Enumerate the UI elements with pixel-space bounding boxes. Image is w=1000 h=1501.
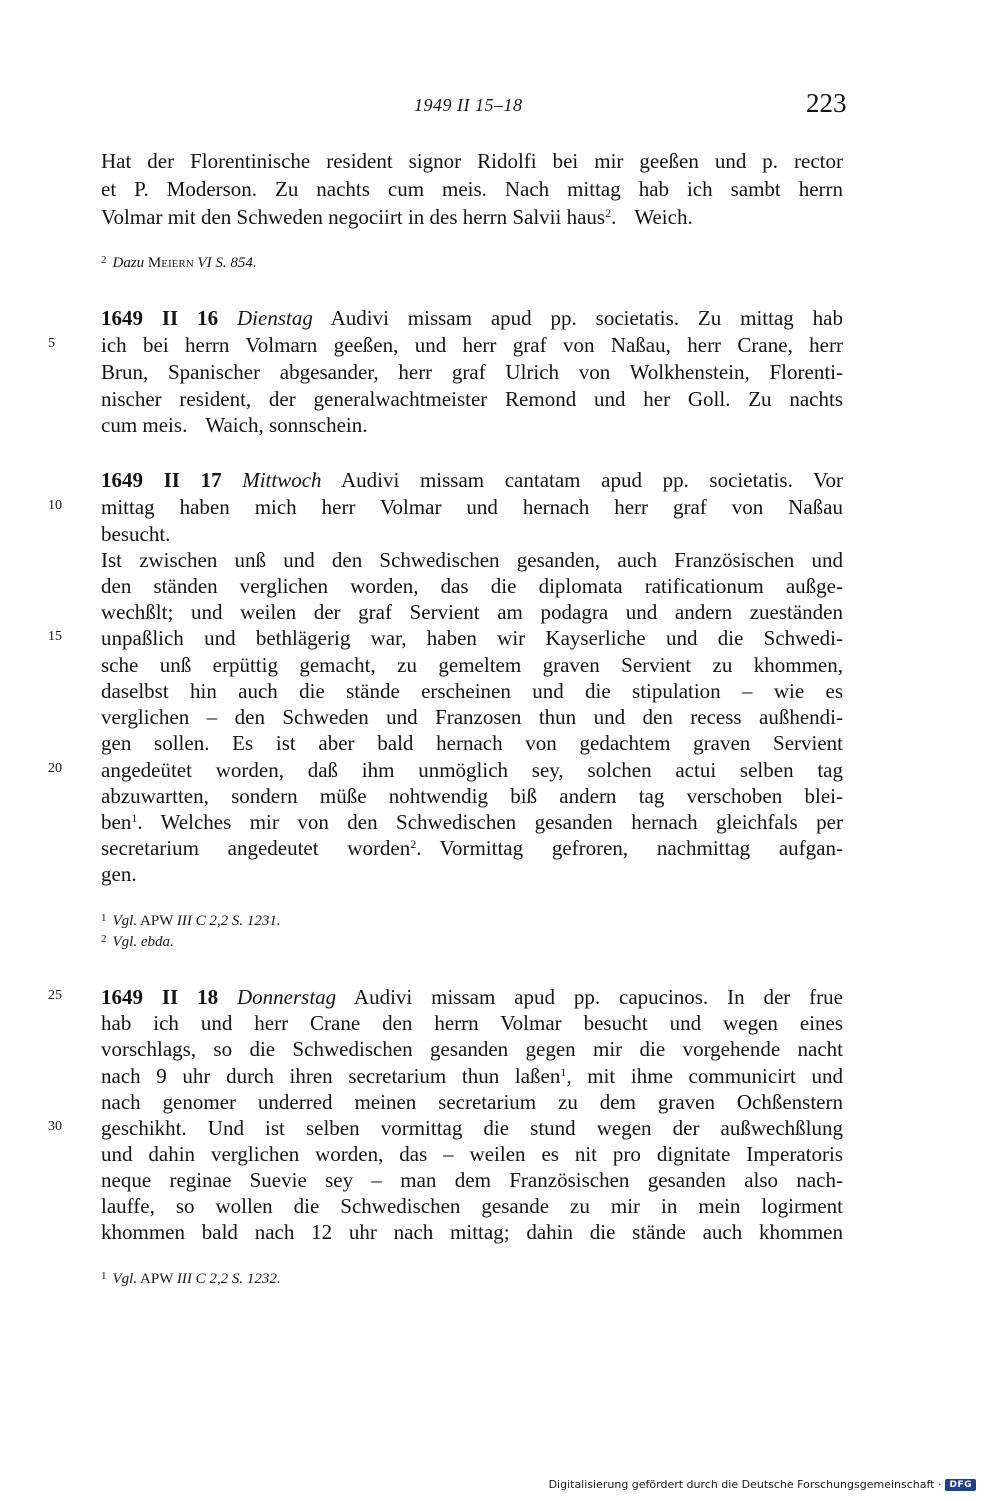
text-line: hab ich und herr Crane den herrn Volmar besucht und wegen eines: [101, 1011, 843, 1035]
footnote-text: Vgl. ebda.: [112, 934, 174, 950]
text-span: Audivi missam apud pp. societatis. Zu mittag hab: [330, 306, 844, 330]
text-line: besucht.: [101, 522, 171, 546]
footnote-text: Vgl.: [112, 1271, 138, 1287]
text-span: . Welches mir von den Schwedischen gesanden hernach gleichfals per: [137, 810, 843, 834]
digitization-credit: [549, 1478, 976, 1491]
text-line: angedeütet worden, daß ihm unmöglich sey, solchen actui selben tag: [101, 758, 843, 782]
footnote-ref-text: VI S. 854.: [197, 255, 257, 271]
footnote-author: Meiern: [147, 255, 194, 271]
text-line: neque reginae Suevie sey – man dem Französischen gesanden also nach-: [101, 1168, 843, 1192]
entry-weekday: Donnerstag: [237, 985, 337, 1009]
text-line: Hat der Florentinische resident signor Ridolfi bei mir geeßen und p. rector: [101, 149, 843, 173]
entry-heading-line: [101, 984, 843, 1010]
line-number: 5: [48, 336, 55, 351]
text-span: nach 9 uhr durch ihren secretarium thun laßen: [101, 1064, 561, 1088]
footnote-ref-text: III C 2,2 S. 1231.: [176, 913, 281, 929]
text-line: [101, 835, 843, 861]
footnote-ref: 1: [131, 811, 138, 825]
text-span: Audivi missam apud pp. capucinos. In der frue: [353, 985, 843, 1009]
footnote: [101, 908, 843, 931]
entry-date: 1649 II 16: [101, 306, 219, 330]
text-line: gen.: [101, 862, 137, 886]
entry-weekday: Dienstag: [237, 306, 313, 330]
text-line: wechßlt; und weilen der graf Servient am podagra und andern zueständen: [101, 600, 843, 624]
footnote-mark: 2: [101, 933, 107, 945]
entry-heading-line: [101, 305, 843, 331]
text-line: geschikht. Und ist selben vormittag die stund wegen der außwechßlung: [101, 1116, 843, 1140]
footnote: [101, 1266, 843, 1289]
footnote-ref: 2: [605, 206, 612, 220]
footnote-mark: 1: [101, 1270, 107, 1282]
text-span: Audivi missam cantatam apud pp. societatis. Vor: [341, 468, 844, 492]
footnote-text: Vgl.: [112, 913, 138, 929]
text-line: et P. Moderson. Zu nachts cum meis. Nach mittag hab ich sambt herrn: [101, 177, 843, 201]
footnote: [101, 929, 843, 952]
footnote-source: APW: [140, 913, 174, 929]
page-number: 223: [806, 88, 847, 118]
footnote-mark: 1: [101, 912, 107, 924]
footnote-mark: 2: [101, 254, 107, 266]
text-line: unpaßlich und bethlägerig war, haben wir Kayserliche und die Schwedi-: [101, 626, 843, 650]
text-line: Brun, Spanischer abgesander, herr graf Ulrich von Wolkhenstein, Florenti-: [101, 360, 843, 384]
footnote-ref-text: III C 2,2 S. 1232.: [176, 1271, 281, 1287]
footnote-text: Dazu: [112, 255, 145, 271]
text-line: Ist zwischen unß und den Schwedischen gesanden, auch Französischen und: [101, 548, 843, 572]
footnote-source: APW: [140, 1271, 174, 1287]
text-line: mittag haben mich herr Volmar und hernach herr graf von Naßau: [101, 495, 843, 519]
text-line: lauffe, so wollen die Schwedischen gesande zu mir in mein logirment: [101, 1194, 843, 1218]
text-span: .: [416, 836, 422, 860]
entry-weekday: Mittwoch: [242, 468, 322, 492]
text-line: [101, 412, 843, 438]
text-line: [101, 1063, 843, 1089]
running-header: 1949 II 15–18: [414, 95, 523, 115]
text-span: ben: [101, 810, 132, 834]
text-line: abzuwartten, sondern müße nohtwendig biß andern tag verschoben blei-: [101, 784, 843, 808]
credit-text: Digitalisierung gefördert durch die Deutsche Forschungsgemeinschaft ·: [548, 1478, 942, 1491]
footnote-ref: 2: [410, 837, 417, 851]
entry-heading-line: [101, 467, 843, 493]
footnote-ref: 1: [560, 1065, 567, 1079]
text-line: verglichen – den Schweden und Franzosen thun und den recess außhendi-: [101, 705, 843, 729]
text-line: nach genomer underred meinen secretarium zu dem graven Ochßenstern: [101, 1090, 843, 1114]
text-line: [101, 809, 843, 835]
text-line: khommen bald nach 12 uhr nach mittag; dahin die stände auch khommen: [101, 1220, 843, 1244]
entry-date: 1649 II 17: [101, 468, 222, 492]
dfg-logo-icon: DFG: [945, 1479, 976, 1491]
text-span: cum meis.: [101, 413, 188, 437]
text-line: den ständen verglichen worden, das die diplomata ratificationum außge-: [101, 574, 843, 598]
text-line: daselbst hin auch die stände erscheinen und die stipulation – wie es: [101, 679, 843, 703]
text-line: ich bei herrn Volmarn geeßen, und herr graf von Naßau, herr Crane, herr: [101, 333, 843, 357]
line-number: 15: [48, 629, 62, 644]
line-number: 20: [48, 761, 62, 776]
text-line: und dahin verglichen worden, das – weilen es nit pro dignitate Imperatoris: [101, 1142, 843, 1166]
text-line: nischer resident, der generalwachtmeister Remond und her Goll. Zu nachts: [101, 387, 843, 411]
text-line: vorschlags, so die Schwedischen gesanden gegen mir die vorgehende nacht: [101, 1037, 843, 1061]
line-number: 30: [48, 1119, 62, 1134]
weather-note: Vormittag gefroren, nachmittag aufgan-: [439, 836, 843, 860]
text-line: gen sollen. Es ist aber bald hernach von gedachtem graven Servient: [101, 731, 843, 755]
weather-note: Weich.: [634, 205, 693, 229]
footnote: [101, 250, 843, 273]
text-span: , mit ihme communicirt und: [566, 1064, 843, 1088]
weather-note: Waich, sonnschein.: [205, 413, 368, 437]
line-number: 10: [48, 498, 62, 513]
text-span: .: [611, 205, 617, 229]
text-line: sche unß erpüttig gemacht, zu gemeltem graven Servient zu khommen,: [101, 653, 843, 677]
entry-date: 1649 II 18: [101, 985, 219, 1009]
text-line: [101, 204, 843, 230]
text-span: secretarium angedeutet worden: [101, 836, 411, 860]
text-span: Volmar mit den Schweden negociirt in des herrn Salvii haus: [101, 205, 606, 229]
line-number: 25: [48, 988, 62, 1003]
